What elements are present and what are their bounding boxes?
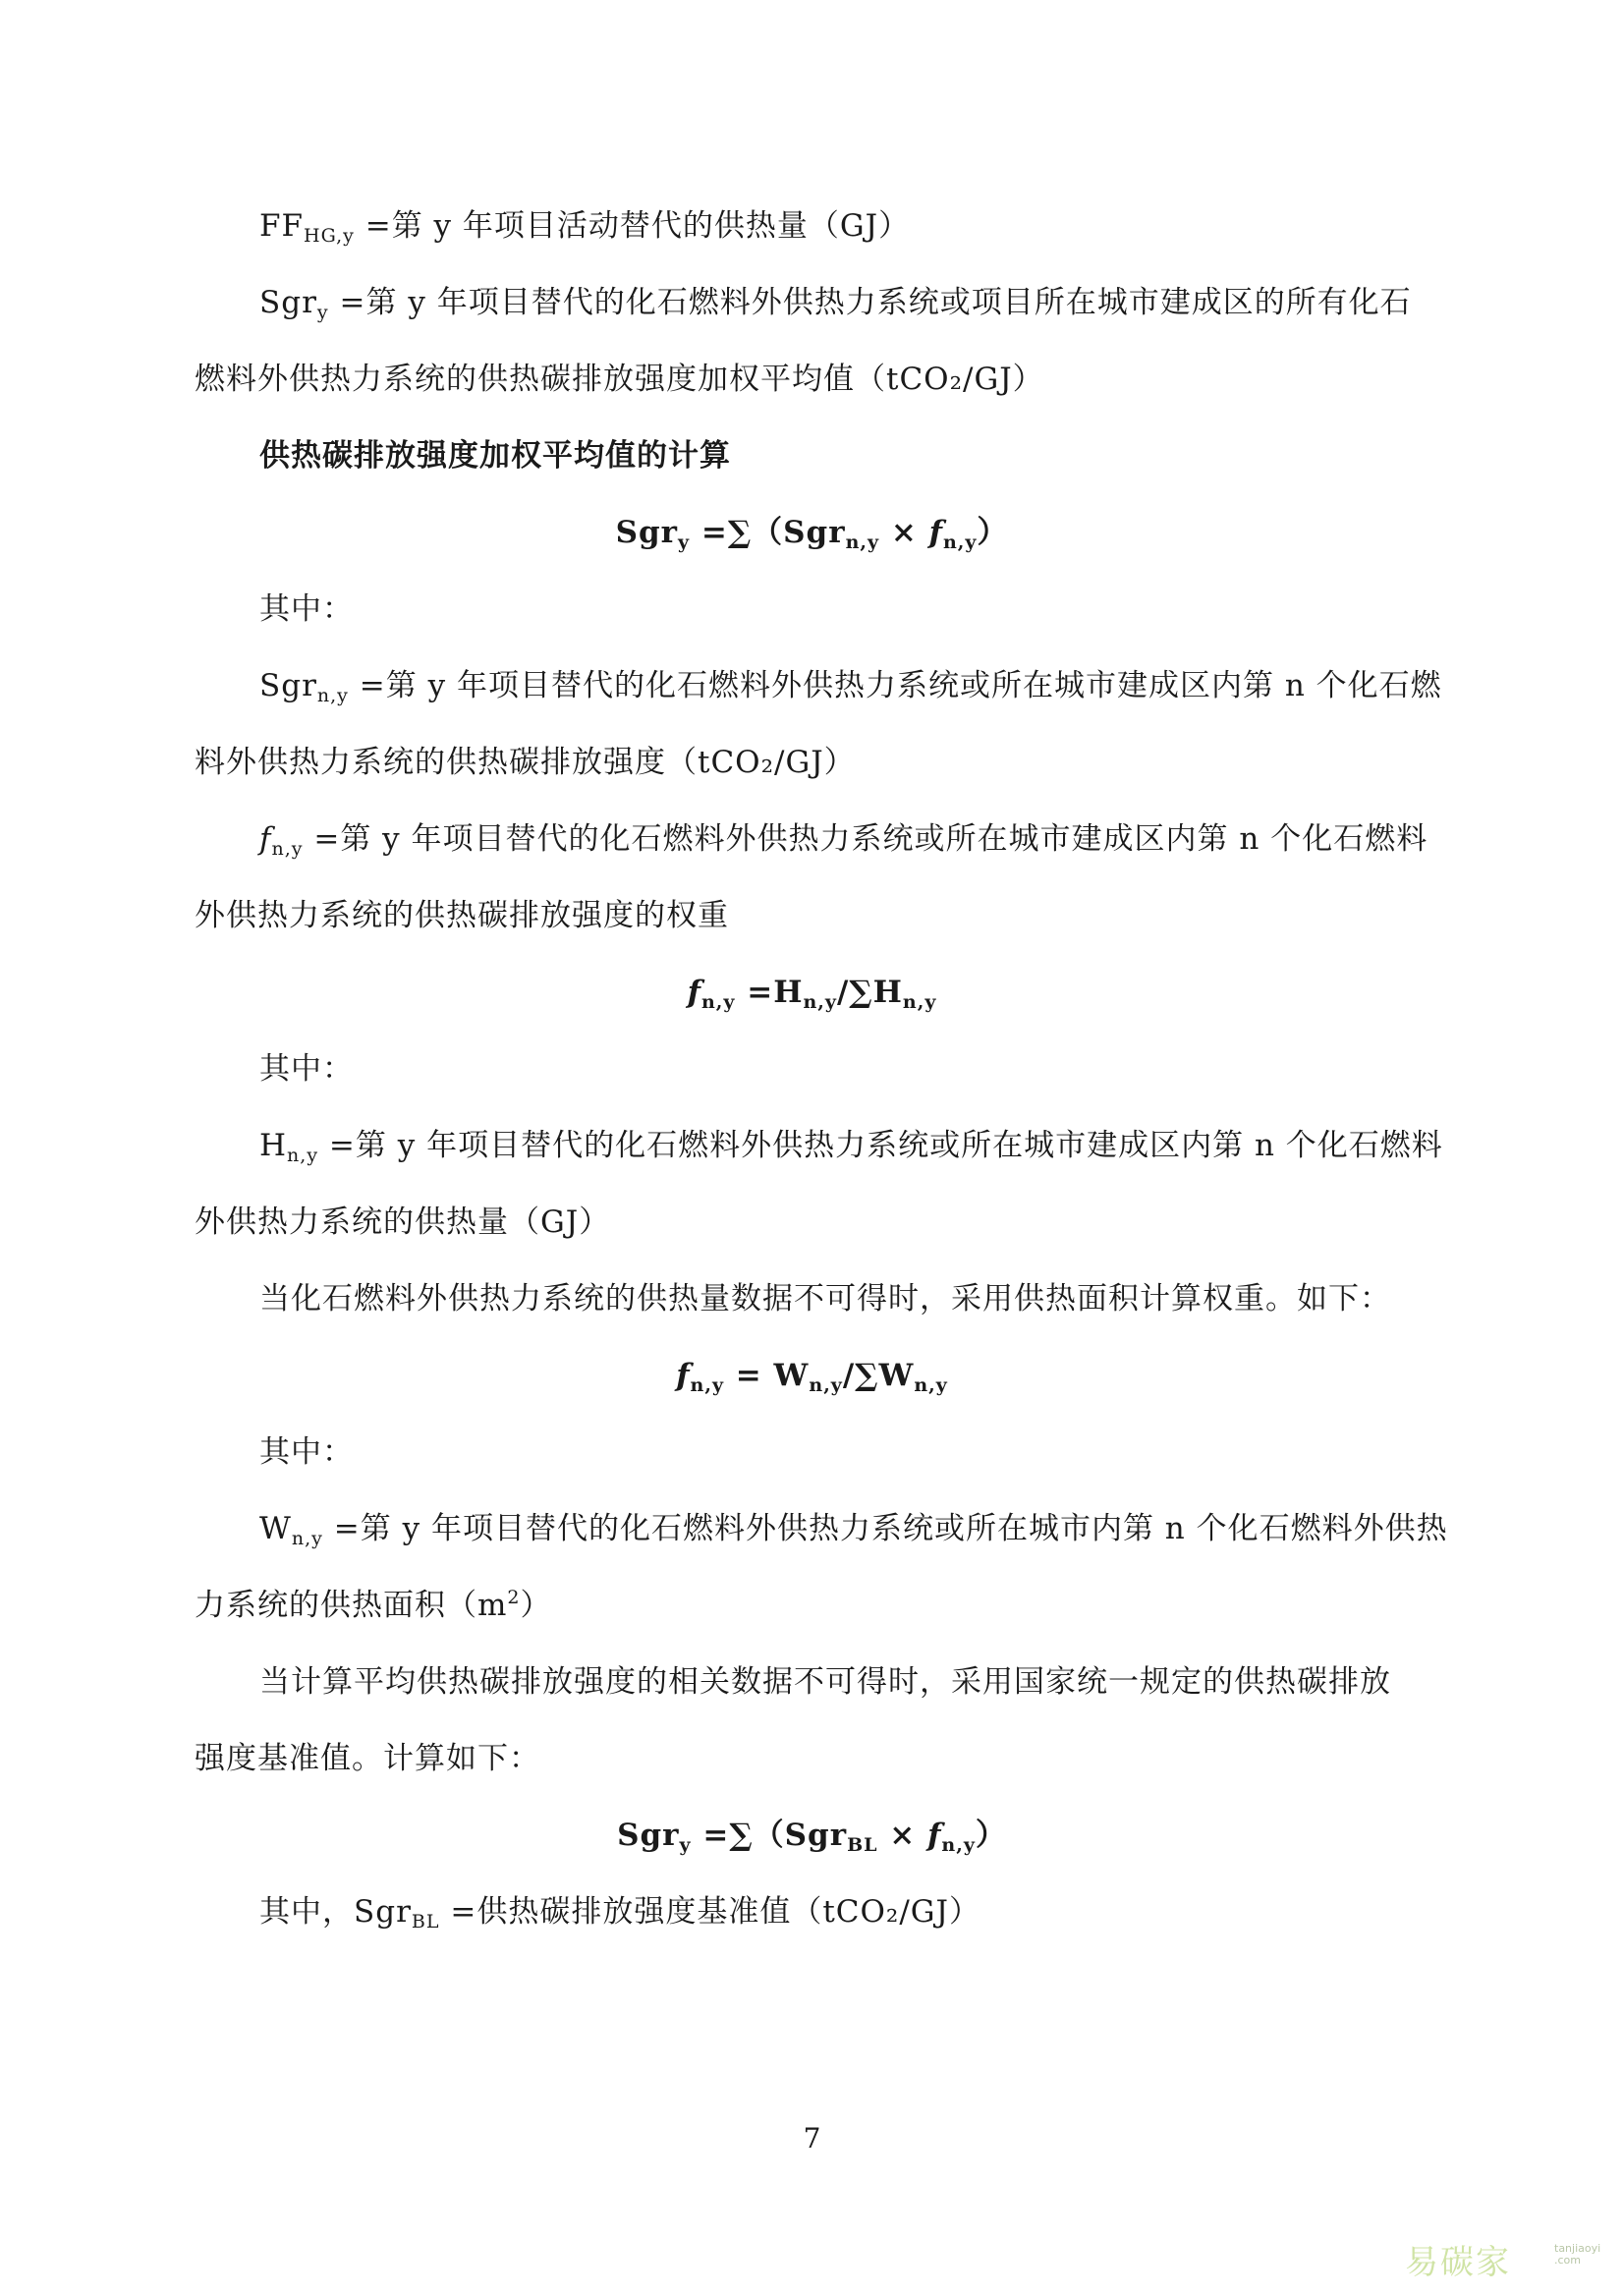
watermark-logo — [1405, 2235, 1611, 2284]
definition-w-ny: $W_{n,y}$ =第 y 年项目替代的化石燃料外供热力系统或所在城市内第 n 个化石燃料外供热 — [259, 1511, 1448, 1549]
definition-f-ny: $f_{n,y}$ =第 y 年项目替代的化石燃料外供热力系统或所在城市建成区内第 n 个化石燃料 — [259, 821, 1428, 860]
baseline-note: 当计算平均供热碳排放强度的相关数据不可得时，采用国家统一规定的供热碳排放 — [259, 1664, 1391, 1700]
formula-sgr-weighted: $Sgr_y =\sum(Sgr_{n,y} \times f_{n,y})$ — [615, 515, 1009, 553]
formula-sgr-baseline: $Sgr_y =\sum(Sgr_{BL} \times f_{n,y})$ — [617, 1818, 1007, 1856]
baseline-note-cont: 强度基准值。计算如下： — [195, 1741, 540, 1776]
where-label-3: 其中： — [259, 1434, 354, 1470]
definition-ff-hg: $FF_{HG,y}$ =第 y 年项目活动替代的供热量（GJ） — [259, 208, 911, 247]
definition-sgr-ny-cont: 料外供热力系统的供热碳排放强度（tCO₂/GJ） — [195, 745, 856, 780]
where-label-1: 其中： — [259, 591, 354, 627]
definition-sgr-bl: 其中，Sgr$_{BL}$ =供热碳排放强度基准值（tCO₂/GJ） — [259, 1894, 980, 1932]
definition-h-ny: $H_{n,y}$ =第 y 年项目替代的化石燃料外供热力系统或所在城市建成区内第 n 个化石燃料 — [259, 1128, 1443, 1166]
definition-h-ny-cont: 外供热力系统的供热量（GJ） — [195, 1204, 611, 1240]
section-heading: 供热碳排放强度加权平均值的计算 — [259, 438, 731, 474]
definition-sgr-ny: Sgr$_{n,y}$ =第 y 年项目替代的化石燃料外供热力系统或所在城市建成区内第 n 个化石燃 — [259, 668, 1442, 706]
area-weight-note: 当化石燃料外供热力系统的供热量数据不可得时，采用供热面积计算权重。如下： — [259, 1281, 1391, 1316]
definition-f-ny-cont: 外供热力系统的供热碳排放强度的权重 — [195, 898, 729, 933]
page-number: 7 — [803, 2122, 821, 2155]
formula-f-heat: $f_{n,y} =H_{n,y}/\sum H_{n,y}$ — [687, 975, 937, 1013]
definition-sgr-y-cont: 燃料外供热力系统的供热碳排放强度加权平均值（tCO₂/GJ） — [195, 362, 1044, 397]
definition-sgr-y: Sgr$_y$ =第 y 年项目替代的化石燃料外供热力系统或项目所在城市建成区的所有化石 — [259, 285, 1412, 323]
watermark-domain: tanjiaoyi .com — [1554, 2242, 1601, 2267]
definition-w-ny-cont: 力系统的供热面积$(m^2)$ — [195, 1587, 552, 1623]
where-label-2: 其中： — [259, 1051, 354, 1087]
watermark-text: 易碳家 — [1405, 2243, 1511, 2282]
formula-f-area: $f_{n,y} = W_{n,y}/\sum W_{n,y}$ — [676, 1358, 948, 1396]
